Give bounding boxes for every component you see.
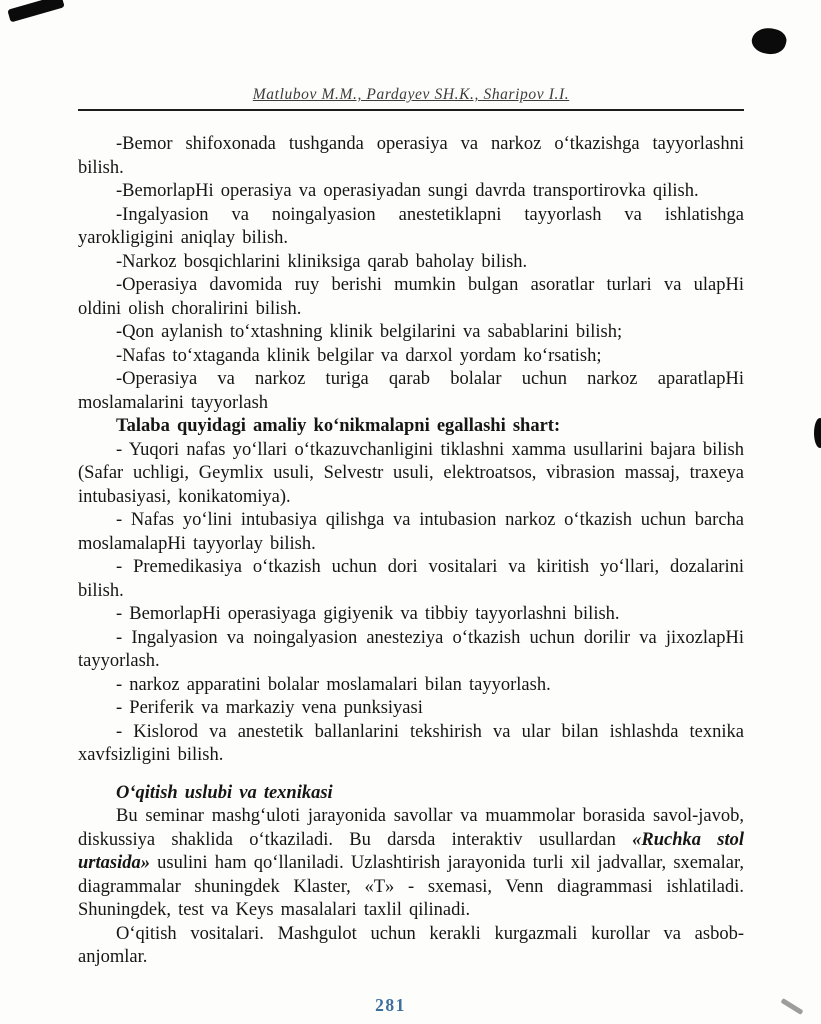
text-run: -Bemor shifoxonada tushganda operasiya va narkoz o‘tkazishga tayyorlashni bilish. (78, 134, 744, 178)
paragraph (78, 697, 744, 721)
paragraph (78, 321, 744, 345)
text-run: - Nafas yo‘lini intubasiya qilishga va intubasion narkoz o‘tkazish uchun barcha moslamalapHi tayyorlay bilish. (78, 510, 744, 554)
text-run: -Nafas to‘xtaganda klinik belgilar va darxol yordam ko‘rsatish; (116, 345, 602, 366)
text-run: «Ruchka stol urtasida» (78, 829, 745, 873)
text-run: - narkoz apparatini bolalar moslamalari bilan tayyorlash. (116, 674, 551, 695)
text-run: -Operasiya va narkoz turiga qarab bolalar uchun narkoz aparatlapHi moslamalarini tayyorlash (78, 369, 744, 413)
paragraph (78, 782, 744, 806)
text-run: usulini ham qo‘llaniladi. Uzlashtirish jarayonida turli xil jadvallar, sxemalar, diagrammalar shuningdek Klaster, «T» - sxemasi, Venn diagrammasi ishlatiladi. Shuningdek, test va Keys masalalari taxlil qilinadi. (78, 853, 744, 920)
paragraph (78, 345, 744, 369)
text-run: -Operasiya davomida ruy berishi mumkin bulgan asoratlar turlari va ulapHi oldini olish choralirini bilish. (78, 275, 744, 319)
scan-artifact-bottom-right (780, 998, 803, 1015)
paragraphs (78, 133, 744, 970)
scan-artifact-top-right (749, 24, 788, 57)
paragraph (78, 180, 744, 204)
header-rule (78, 109, 744, 111)
text-run: - Ingalyasion va noingalyasion anesteziya o‘tkazish uchun dorilir va jixozlapHi tayyorlash. (78, 627, 744, 671)
scan-artifact-right-edge (814, 418, 821, 448)
text-run: - Premedikasiya o‘tkazish uchun dori vositalari va kiritish yo‘llari, dozalarini bilish. (78, 557, 744, 601)
text-run: Talaba quyidagi amaliy ko‘nikmalapni egallashi shart: (116, 416, 561, 436)
text-run: -Qon aylanish to‘xtashning klinik belgilarini va sabablarini bilish; (116, 322, 623, 342)
paragraph (78, 133, 744, 180)
paragraph (78, 923, 744, 970)
paragraph (78, 805, 744, 923)
paragraph (78, 274, 744, 321)
paragraph (78, 603, 744, 627)
running-header: Matlubov M.M., Pardayev SH.K., Sharipov I.I. (252, 86, 570, 103)
paragraph (78, 721, 744, 768)
paragraph (78, 251, 744, 275)
paragraph (78, 556, 744, 603)
text-run: - BemorlapHi operasiyaga gigiyenik va tibbiy tayyorlashni bilish. (116, 604, 620, 624)
text-run: - Yuqori nafas yo‘llari o‘tkazuvchanligini tiklashni xamma usullarini bajara bilish (Safar uchligi, Geymlix usuli, Selvestr usuli, elektroatsos, vibrasion massaj, traxeya intubasiyasi, konikatomiya). (78, 439, 744, 507)
text-run: Bu seminar mashg‘uloti jarayonida savollar va muammolar borasida savol-javob, diskussiya shaklida o‘tkaziladi. Bu darsda interaktiv usullardan (78, 806, 744, 850)
page-content (78, 86, 744, 970)
paragraph (78, 439, 744, 510)
text-run: -BemorlapHi operasiya va operasiyadan sungi davrda transportirovka qilish. (116, 181, 699, 201)
page-number: 281 (375, 995, 406, 1015)
paragraph (78, 674, 744, 698)
paragraph (78, 627, 744, 674)
paragraph (78, 368, 744, 415)
text-run: -Ingalyasion va noingalyasion anestetiklapni tayyorlash va ishlatishga yarokligigini aniqlay bilish. (78, 204, 744, 248)
text-run: - Kislorod va anestetik ballanlarini tekshirish va ular bilan ishlashda texnika xavfsizligini bilish. (78, 721, 744, 765)
text-run: O‘qitish uslubi va texnikasi (116, 782, 333, 803)
text-run: O‘qitish vositalari. Mashgulot uchun kerakli kurgazmali kurollar va asbob-anjomlar. (78, 923, 744, 967)
paragraph (78, 509, 744, 556)
paragraph (78, 415, 744, 439)
text-run: - Periferik va markaziy vena punksiyasi (116, 698, 423, 718)
scan-artifact-top-left (7, 0, 64, 22)
paragraph (78, 204, 744, 251)
text-run: -Narkoz bosqichlarini kliniksiga qarab baholay bilish. (116, 251, 528, 272)
